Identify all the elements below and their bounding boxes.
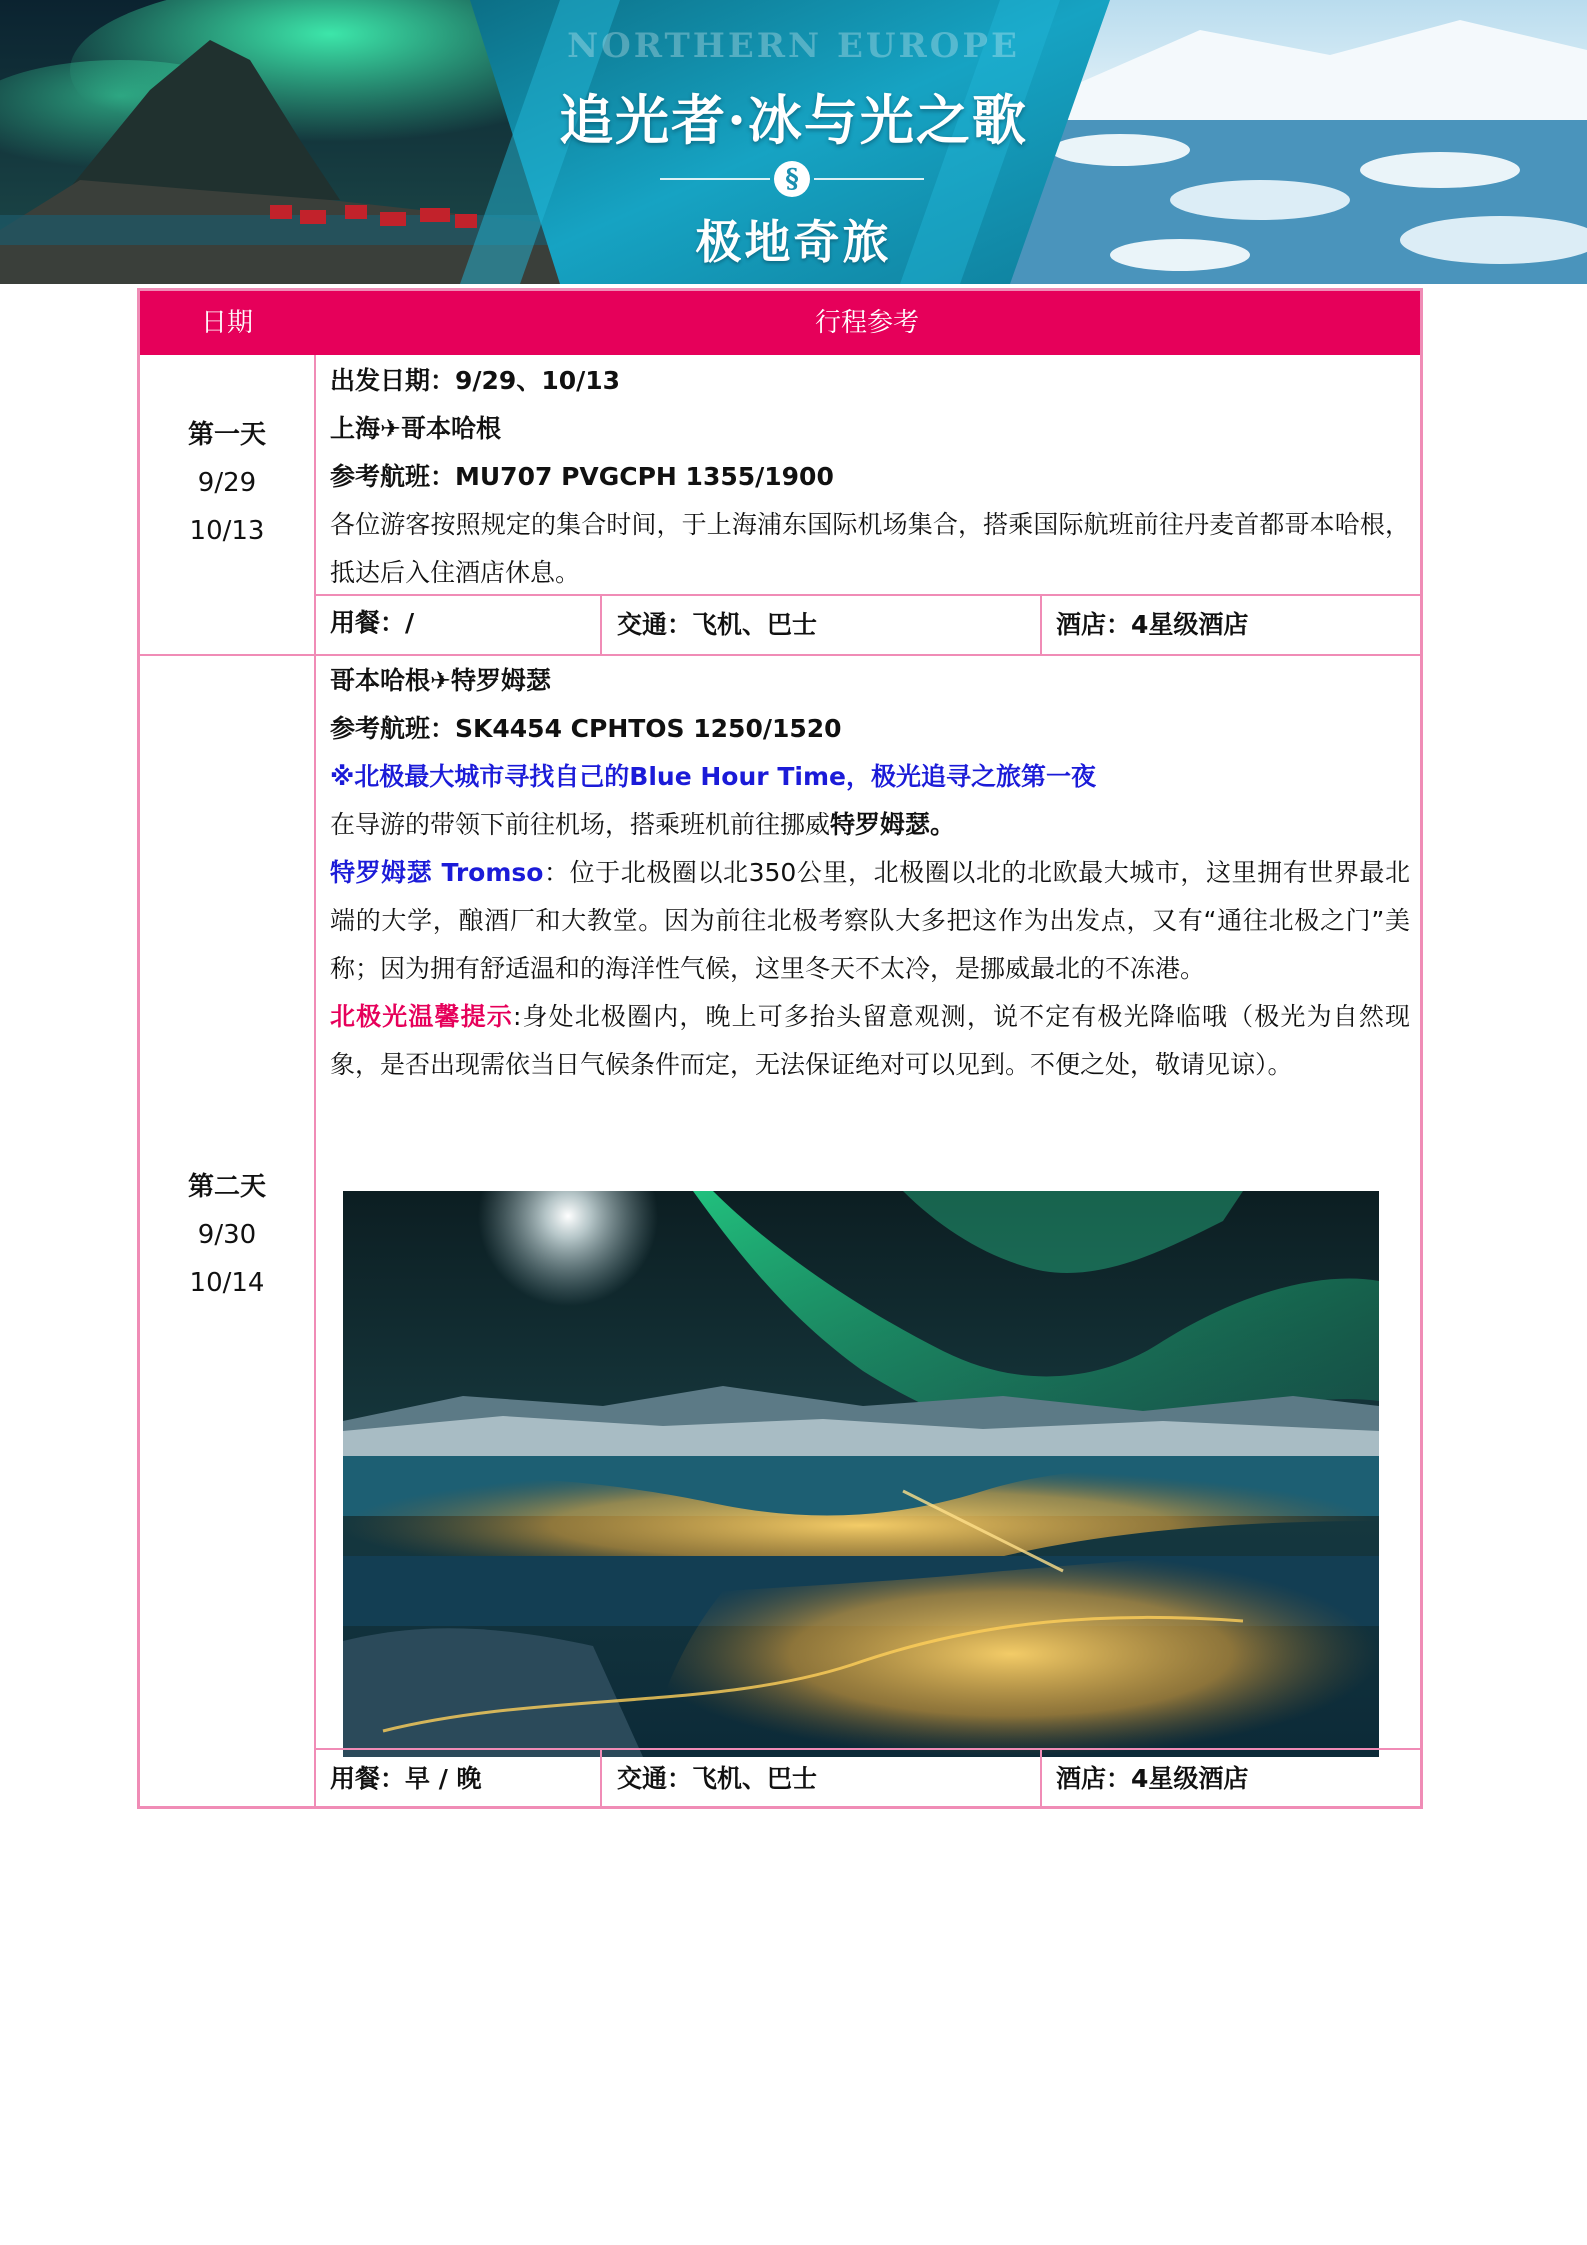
day2-flight: 参考航班：SK4454 CPHTOS 1250/1520 <box>330 714 842 743</box>
day2-footer-divider-2 <box>1040 1748 1042 1809</box>
day2-highlight: ※北极最大城市寻找自己的Blue Hour Time，极光追寻之旅第一夜 <box>330 762 1096 791</box>
day2-tromso-label: 特罗姆瑟 Tromso <box>330 858 544 887</box>
day1-footer-divider-2 <box>1040 594 1042 654</box>
day2-transport: 交通：飞机、巴士 <box>617 1764 818 1793</box>
day2-date2: 10/14 <box>189 1268 265 1298</box>
day2-guide-city: 特罗姆瑟。 <box>830 810 956 839</box>
day1-hotel: 酒店：4星级酒店 <box>1056 610 1249 639</box>
day1-date1: 9/29 <box>197 468 257 498</box>
column-header-itinerary: 行程参考 <box>314 291 1420 355</box>
day1-content <box>330 357 1410 597</box>
day2-tip-text: :身处北极圈内，晚上可多抬头留意观测，说不定有极光降临哦（极光为自然现象，是否出现需依当日气候条件而定，无法保证绝对可以见到。不便之处，敬请见谅）。 <box>330 1002 1410 1079</box>
day2-date1: 9/30 <box>197 1220 257 1250</box>
day1-label: 第一天 <box>187 420 266 450</box>
day2-date-cell <box>140 1163 314 1307</box>
header-banner <box>0 0 1587 284</box>
day2-guide-line <box>330 801 1410 849</box>
day2-tip-paragraph <box>330 993 1410 1089</box>
itinerary-table <box>137 288 1423 1809</box>
tromso-aurora-photo <box>343 1191 1379 1757</box>
day1-transport: 交通：飞机、巴士 <box>617 610 818 639</box>
day1-footer-divider-1 <box>600 594 602 654</box>
day1-date-cell <box>140 411 314 555</box>
banner-divider-right <box>814 178 924 180</box>
tromso-aurora-illustration <box>343 1191 1379 1757</box>
day2-meals: 用餐：早 / 晚 <box>330 1764 482 1793</box>
day1-description: 各位游客按照规定的集合时间，于上海浦东国际机场集合，搭乘国际航班前往丹麦首都哥本哈根，抵达后入住酒店休息。 <box>330 510 1410 587</box>
day1-depart: 出发日期：9/29、10/13 <box>330 366 621 395</box>
day1-route: 上海✈哥本哈根 <box>330 414 501 443</box>
brand-logo-icon: § <box>774 161 810 197</box>
day1-meals: 用餐：/ <box>330 608 415 637</box>
day2-route: 哥本哈根✈特罗姆瑟 <box>330 666 551 695</box>
day2-tromso-text: ：位于北极圈以北350公里，北极圈以北的北欧最大城市，这里拥有世界最北端的大学，酿酒厂和大教堂。因为前往北极考察队大多把这作为出发点，又有“通往北极之门”美称；因为拥有舒适温和的海洋性气候，这里冬天不太冷，是挪威最北的不冻港。 <box>330 858 1410 983</box>
day2-hotel: 酒店：4星级酒店 <box>1056 1764 1249 1793</box>
date-column-divider <box>314 355 316 1809</box>
day2-tromso-paragraph <box>330 849 1410 993</box>
day1-date2: 10/13 <box>189 516 265 546</box>
banner-brand: 极地奇旅 <box>695 215 892 269</box>
day2-tip-label: 北极光温馨提示 <box>330 1002 513 1031</box>
column-header-date: 日期 <box>140 291 314 355</box>
banner-title: 追光者·冰与光之歌 <box>559 88 1028 152</box>
day1-flight: 参考航班：MU707 PVGCPH 1355/1900 <box>330 462 834 491</box>
day2-guide-text: 在导游的带领下前往机场，搭乘班机前往挪威 <box>330 810 831 839</box>
day2-content <box>330 657 1410 1089</box>
day2-footer-divider-1 <box>600 1748 602 1809</box>
banner-subtitle: NORTHERN EUROPE <box>567 26 1020 66</box>
row-separator <box>140 654 1420 656</box>
day2-label: 第二天 <box>187 1172 266 1202</box>
banner-divider-left <box>660 178 770 180</box>
